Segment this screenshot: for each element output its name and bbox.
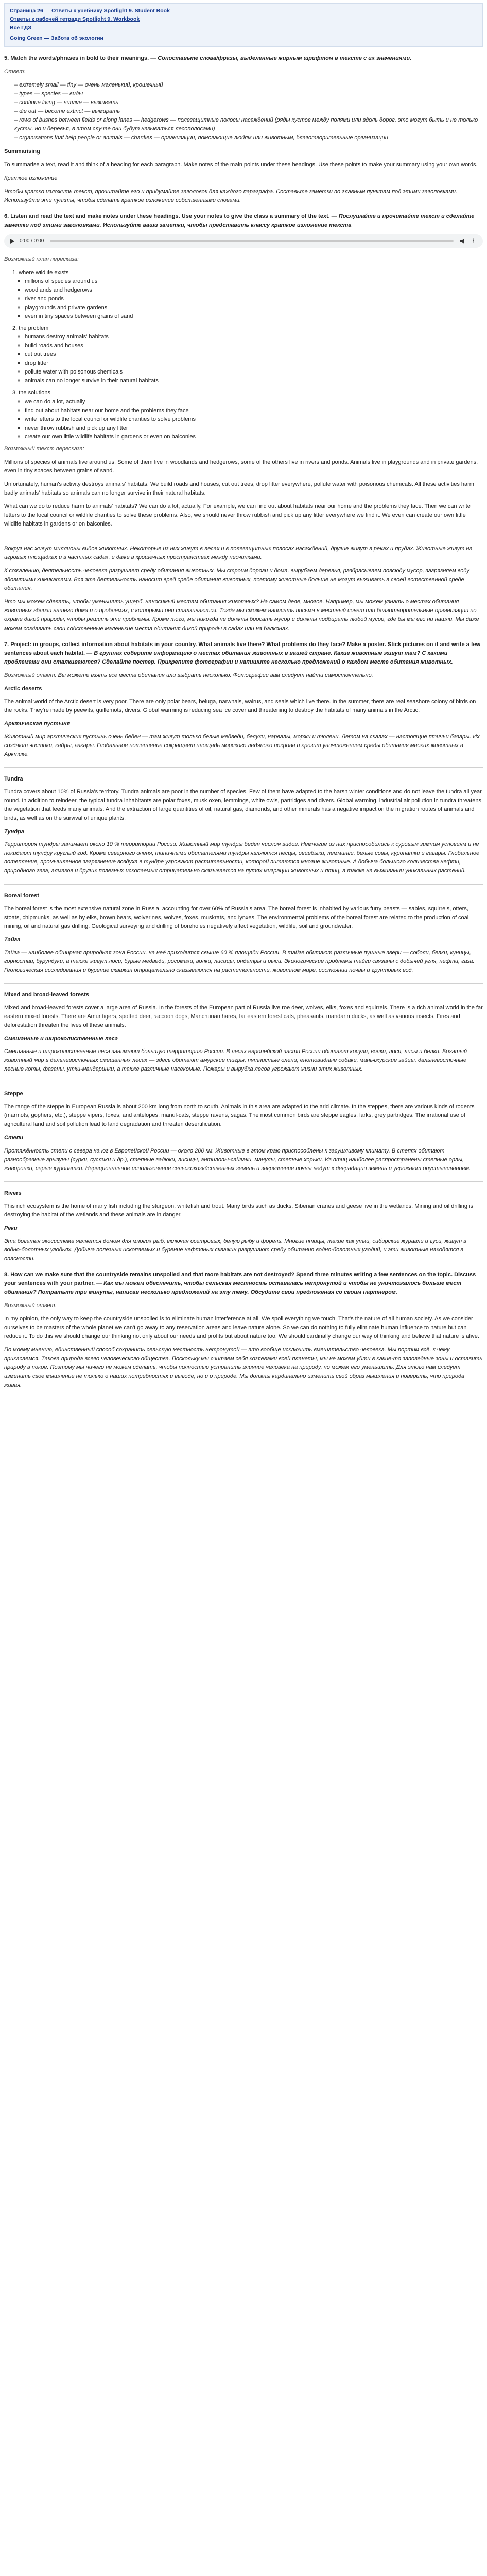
habitat-text-ru: Территория тундры занимает около 10 % территории России. Животный мир тундры беден числом видов. Немногие из них приспособились к суровым зимним условиям и не покидают тундру круглый год. Кроме северного оленя, типичными обитателями тундры являются песцы, овцебыки, лемминги, белые совы, куропатки и гагары. Глобальное потепление, промышленное загрязнение воздуха в тундре угрожают растительности, которой питаются многие животные. А добыча большого количества нефти, природного газа, алмазов и других полезных ископаемых отрицательно сказывается на путях миграции животных и птиц, а также на выживании уникальных растений. — [4, 841, 480, 874]
habitat-text-ru: Тайга — наиболее обширная природная зона России, на неё приходится свыше 60 % площади России. В тайге обитают различные пушные звери — соболи, белки, куницы, горностаи, бурундуки, а также живут лоси, бурые медведи, росомахи, волки, лисицы, ондатры и рыси. Экологические проблемы тайги связаны с добычей угля, нефти, газа. Геологическая исследования и бурение скважин отрицательно сказываются на растительности, животном мире, состоянии почвы и грунтовых вод. — [4, 949, 475, 973]
retell-paragraph: Unfortunately, human's activity destroys animals' habitats. We build roads and houses, cut out trees, drop litter everywhere, pollute water with poisonous chemicals. All these activities harm badly animals' habitats so animals can no longer survive in their natural habitats. — [4, 481, 474, 496]
plan-item: ◦ cut out trees — [25, 350, 483, 359]
task8-answer: In my opinion, the only way to keep the countryside unspoiled is to eliminate human interference at all. We spoil everything we touch. That's the nature of all human society. As we consider ourselves to be masters of the whole planet we can't go away to any reservation areas and leave nature alone. So we can do nothing to fully eliminate human influence to nature but can reduce it. To do this we should change our thinking not only about our needs and profits but about nature too. We should cardinally change our way of thinking and believe that nature is alive. — [4, 1316, 479, 1340]
all-gdz-link[interactable]: Все ГДЗ — [10, 24, 32, 31]
plan-item: ◦ create our own little wildlife habitats in gardens or even on balconies — [25, 433, 483, 442]
task8-heading-en: 8. How can we make sure that the countryside remains unspoiled and that more habitats are not destroyed? Spend three minutes writing a few sentences on the topic. Discuss your sentences with your partner. — [4, 1271, 476, 1287]
task6-heading-ru: — Послушайте и прочитайте текст и сделайте заметки под этими заголовками. Используйте ваши заметки, чтобы представить классу краткое изложение текста — [4, 213, 475, 228]
plan-section-title: 1. where wildlife exists — [12, 269, 69, 276]
summarising-heading: Summarising — [4, 148, 40, 155]
task6-heading — [4, 212, 483, 230]
topic-title: Going Green — Забота об экологии — [10, 35, 103, 41]
plan-section — [12, 324, 483, 385]
plan-item: ◦ drop litter — [25, 359, 483, 368]
plan-section-items — [12, 398, 483, 442]
habitat-text: The range of the steppe in European Russia is about 200 km long from north to south. Animals in this area are adapted to the arid climate. In the steppes, there are various kinds of rodents (marmots, gophers, etc.), steppe vipers, foxes, and antelopes, manul-cats, steppe ravens, sagas. The most common birds are steppe eagles, larks, grey partridges. The irrational use of agricultural land and soil pollution lead to land degradation and threaten desertification. — [4, 1104, 475, 1128]
plan-section — [12, 268, 483, 321]
retell-paragraph: What can we do to reduce harm to animals' habitats? We can do a lot, actually. For example, we can find out about habitats near our home and the problems they face. Then we can write letters to the local council or wildlife charities to solve these problems. Also, we should never throw rubbish and pick up any litter everywhere we find it. We even can create our own little wildlife habitats in gardens or on balconies. — [4, 503, 471, 528]
plan-section-items — [12, 277, 483, 321]
task5-answer-label: Ответ: — [4, 69, 26, 75]
plan-item: ◦ build roads and houses — [25, 342, 483, 350]
title-link[interactable]: Страница 26 — Ответы к учебнику Spotlight 9. Student Book — [10, 8, 170, 14]
task7-heading — [4, 640, 483, 667]
retell-paragraph-ru: К сожалению, деятельность человека разрушает среду обитания животных. Мы строим дороги и дома, вырубаем деревья, разбрасываем повсюду мусор, загрязняем воду ядовитыми химикатами. Вся эта деятельность наносит вред среде обитания животных, поэтому животные больше не могут выживать в своей естественной среде обитания. — [4, 568, 469, 592]
page — [0, 3, 487, 1390]
task7-heading-ru: — В группах соберите информацию о местах обитания животных в вашей стране. Какие животные живут там? С какими проблемами они сталкиваются? Сделайте постер. Прикрепите фотографии и напишите несколько предложений о каждом месте обитания животных. — [4, 650, 453, 665]
summarising-text: To summarise a text, read it and think of a heading for each paragraph. Make notes of the main points under these headings. Use these points to make your summary using your own words. — [4, 161, 478, 168]
task5-item: – extremely small — tiny — очень маленький, крошечный — [14, 81, 483, 90]
task5-item: – rows of bushes between fields or along lanes — hedgerows — полезащитные полосы насаждений (ряды кустов между полями или вдоль дорог, это могут быть и не только кусты, но и деревья, в этом случае они будут называться лесополосами) — [14, 116, 483, 133]
summarising-text-ru: Чтобы кратко изложить текст, прочитайте его и придумайте заголовок для каждого параграфа. Составьте заметки по главным пунктам под этими заголовками. Используйте эти пункты, чтобы сделать краткое изложение собственными словами. — [4, 188, 458, 204]
task8-answer-label: Возможный ответ: — [4, 1302, 57, 1309]
plan-section-title: 3. the solutions — [12, 389, 50, 396]
plan-item: ◦ millions of species around us — [25, 277, 483, 286]
audio-time: 0:00 / 0:00 — [20, 238, 44, 244]
plan-item: ◦ humans destroy animals' habitats — [25, 333, 483, 342]
habitat-title: Boreal forest — [4, 892, 39, 899]
task8-heading — [4, 1270, 483, 1297]
habitat-title-ru: Смешанные и широколиственные леса — [4, 1036, 118, 1042]
habitat-title-ru: Реки — [4, 1225, 18, 1231]
plan-item: ◦ river and ponds — [25, 295, 483, 303]
navigation-box — [4, 3, 483, 47]
task8-heading-ru: — Как мы можем обеспечить, чтобы сельская местность оставалась нетронутой и чтобы не уничтожалось больше мест обитания? Потратьте три минуты, написав несколько предложений на эту тему. Обсудите свои предложения со своим партнером. — [4, 1280, 462, 1296]
task6-plan — [4, 268, 483, 442]
habitat-text: This rich ecosystem is the home of many fish including the sturgeon, whitefish and trout. Many birds such as ducks, Siberian cranes and geese live in the wetlands. Mining and oil drilling is destroying the habitat of the wetlands and these animals are in danger. — [4, 1202, 474, 1218]
divider — [4, 767, 483, 768]
habitat-text: Mixed and broad-leaved forests cover a large area of Russia. In the forests of the European part of Russia live roe deer, wolves, elks, foxes and squirrels. There is a rich animal world in the far eastern mixed forests. There are Amur tigers, spotted deer, raccoon dogs, Manchurian hares, far eastern forest cats, pheasants, mandarin ducks, as well as various insects. Fires and deforestation threaten the lives of these animals. — [4, 1004, 483, 1029]
task5-heading-ru: — Сопоставьте слова/фразы, выделенные жирным шрифтом в тексте с их значениями. — [150, 55, 412, 62]
habitat-title-ru: Арктическая пустыня — [4, 720, 71, 727]
habitat-text: The animal world of the Arctic desert is very poor. There are only polar bears, beluga, narwhals, walrus, and seals which live there. In the summer, there are real seashore colony of birds on the rocks. They're made by peewits, guillemots, divers. Global warming is reducing sea ice cover and threatening to destroy the habitats of many animals in the Arctic. — [4, 698, 476, 714]
plan-section — [12, 388, 483, 441]
habitat-title: Rivers — [4, 1190, 22, 1196]
plan-item: ◦ woodlands and hedgerows — [25, 286, 483, 295]
workbook-link[interactable]: Ответы к рабочей тетради Spotlight 9. Workbook — [10, 16, 140, 23]
task5-heading-en: 5. Match the words/phrases in bold to their meanings. — [4, 55, 149, 62]
habitat-title: Arctic deserts — [4, 685, 42, 692]
divider — [4, 1181, 483, 1182]
habitat-title: Steppe — [4, 1091, 23, 1097]
divider — [4, 884, 483, 885]
habitat-title: Mixed and broad-leaved forests — [4, 991, 90, 998]
plan-item: ◦ we can do a lot, actually — [25, 398, 483, 406]
task5-item: – continue living — survive — выживать — [14, 98, 483, 107]
divider — [4, 983, 483, 984]
task7-heading-en: 7. Project: in groups, collect information about habitats in your country. What animals live there? What problems do they face? Make a poster. Stick pictures on it and write a few sentences about each habitat. — [4, 641, 481, 656]
task5-item: – organisations that help people or animals — charities — организации, помогающие людям или животным, благотворительные организации — [14, 133, 483, 142]
plan-item: ◦ write letters to the local council or wildlife charities to solve problems — [25, 415, 483, 424]
habitat-title-ru: Степи — [4, 1134, 24, 1141]
plan-item: ◦ never throw rubbish and pick up any litter — [25, 424, 483, 433]
habitat-text: The boreal forest is the most extensive natural zone in Russia, accounting for over 60% of Russia's area. The boreal forest is inhabited by various furry beasts — sables, squirrels, otters, stoats, chipmunks, as well as by elks, brown bears, wolverines, wolves, foxes, muskrats, and lynxes. The environmental problems of the boreal forest are related to the production of coal mining, oil and natural gas drilling. Geological surveying and drilling of boreholes negatively affect vegetation, wildlife, soil and groundwater. — [4, 905, 469, 929]
plan-item: ◦ animals can no longer survive in their natural habitats — [25, 377, 483, 385]
plan-section-title: 2. the problem — [12, 325, 49, 332]
habitat-text-ru: Животный мир арктических пустынь очень беден — там живут только белые медведи, белухи, нарвалы, моржи и тюлени. Летом на скалах — настоящие птичьи базары. Их создают чистики, кайры, гагары. Глобальное потепление сокращает площадь морского ледяного покрова и грозит уничтожением среды обитания многих животных в Арктике. — [4, 733, 480, 758]
plan-section-items — [12, 333, 483, 385]
retell-paragraph-ru: Что мы можем сделать, чтобы уменьшить ущерб, наносимый местам обитания животных? На самом деле, многое. Например, мы можем узнать о местах обитания животных вблизи нашего дома и о проблемах, с которыми они сталкиваются. Тогда мы сможем написать письма в местный совет или благотворительные организации по охране дикой природы, чтобы решить эти проблемы. Кроме того, мы никогда не должны бросать мусор и должны подбирать любой мусор, где бы мы его ни нашли. Мы даже можем создавать свои собственные маленькие места обитания дикой природы в садах или на балконах. — [4, 599, 479, 632]
task7-answer-intro-text: Вы можете взять все места обитания или выбрать несколько. Фотографии вам следует найти самостоятельно. — [58, 672, 373, 679]
plan-item: ◦ find out about habitats near our home and the problems they face — [25, 406, 483, 415]
play-icon[interactable] — [10, 239, 14, 244]
task7-answer-intro — [4, 671, 483, 680]
plan-item: ◦ even in tiny spaces between grains of sand — [25, 312, 483, 321]
task8-answer-ru: По моему мнению, единственный способ сохранить сельскую местность нетронутой — это вообще исключить вмешательство человека. Мы портим всё, к чему прикасаемся. Такова природа всего человеческого общества. Поскольку мы считаем себя хозяевами всей планеты, мы не можем уйти в какие-то заповедные зоны и оставить природу в покое. Поэтому мы ничего не можем сделать, чтобы полностью устранить влияние человека на природу, но можем его уменьшить. Для этого нам следует изменить свое мышление не только о наших потребностях и выгоде, но и о природе. Мы должны кардинально изменить свой образ мышления и поверить, что природа живая. — [4, 1347, 483, 1388]
volume-icon[interactable] — [460, 239, 466, 244]
habitat-title: Tundra — [4, 776, 23, 783]
plan-item: ◦ pollute water with poisonous chemicals — [25, 368, 483, 377]
retell-paragraph-ru: Вокруг нас живут миллионы видов животных. Некоторые из них живут в лесах и в полезащитных полосах насаждений, другие живут в реках и прудах. Животные живут на игровых площадках и в частных садах, и даже в крошечных пространствах между песчинками. — [4, 546, 473, 561]
audio-player[interactable] — [4, 234, 483, 248]
task5-heading — [4, 54, 483, 63]
more-options-icon[interactable]: ⋮ — [471, 238, 477, 244]
task6-retell-label: Возможный текст пересказа: — [4, 445, 84, 452]
habitat-text-ru: Эта богатая экосистема является домом для многих рыб, включая осетровых, белую рыбу и форель. Многие птицы, такие как утки, сибирские журавли и гуси, живут в водно-болотных угодьях. Добыча полезных ископаемых и бурение нефтяных скважин разрушают среду обитания водно-болотных угодий, и эти животные находятся в опасности. — [4, 1238, 467, 1262]
habitat-text-ru: Смешанные и широколиственные леса занимают большую территорию России. В лесах европейской части России обитают косули, волки, лоси, лисы и белки. Богатый животный мир в дальневосточных смешанных лесах — здесь обитают амурские тигры, пятнистые олени, енотовидные собаки, маньчжурские зайцы, дальневосточные лесные коты, фазаны, утки-мандаринки, а также различные насекомые. Пожары и вырубка лесов угрожают жизни этих животных. — [4, 1048, 467, 1073]
habitat-text-ru: Протяжённость степи с севера на юг в Европейской России — около 200 км. Животные в этом краю приспособлены к засушливому климату. В степях обитают разнообразные грызуны (сурки, суслики и др.), степные гадюки, лисицы, антилопы-сайгаки, манулы, степные хорьки. Из птиц наиболее распространены степные орлы, жаворонки, серые куропатки. Нерациональное использование сельскохозяйственных земель и загрязнение почвы ведут к деградации земель и угрожают опустыниванием. — [4, 1147, 471, 1172]
task7-answer-label: Возможный ответ. — [4, 672, 57, 679]
summarising-heading-ru: Краткое изложение — [4, 175, 58, 181]
plan-item: ◦ playgrounds and private gardens — [25, 303, 483, 312]
task6-heading-en: 6. Listen and read the text and make notes under these headings. Use your notes to give the class a summary of the text. — [4, 213, 330, 219]
retell-paragraph: Millions of species of animals live around us. Some of them live in woodlands and hedgerows, some of the others live in rivers and ponds. Animals live in playgrounds and in private gardens, even in tiny spaces between grains of sand. — [4, 459, 478, 474]
habitat-title-ru: Тайга — [4, 936, 21, 943]
task6-plan-label: Возможный план пересказа: — [4, 256, 79, 262]
task5-answer-list — [4, 81, 483, 142]
habitat-title-ru: Тундра — [4, 828, 24, 835]
habitat-text: Tundra covers about 10% of Russia's territory. Tundra animals are poor in the number of species. Few of them have adapted to the harsh winter conditions and do not leave the tundra all year round. In addition to reindeer, the typical tundra inhabitants are polar foxes, musk oxen, lemmings, white owls, partridges and divers. Global warming, industrial air pollution in tundra threatens the vegetation that feeds many animals. And the extraction of large quantities of oil, natural gas, diamonds, and other minerals has a negative impact on the migration routes of animals and birds, as well as on the survival of unique plants. — [4, 789, 482, 822]
audio-progress-track[interactable] — [50, 240, 454, 242]
task5-item: – types — species — виды — [14, 90, 483, 98]
task5-item: – die out — become extinct — вымирать — [14, 107, 483, 116]
